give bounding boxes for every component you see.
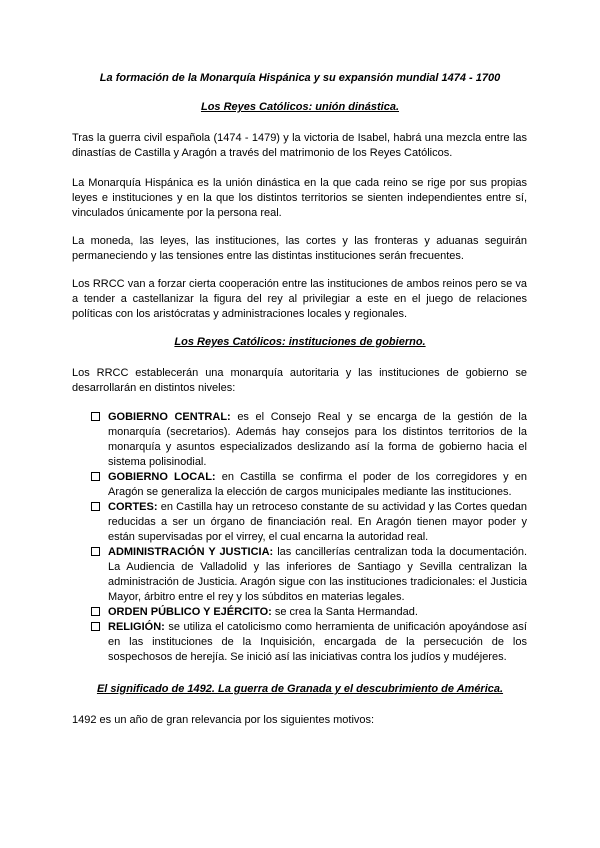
list-item-term: ORDEN PÚBLICO Y EJÉRCITO: xyxy=(108,606,272,618)
list-item-text: se crea la Santa Hermandad. xyxy=(271,606,418,618)
institutions-list xyxy=(90,410,527,665)
list-item-term: RELIGIÓN: xyxy=(108,621,165,633)
section-heading-instituciones: Los Reyes Católicos: instituciones de gobierno. xyxy=(174,336,426,348)
section-heading-1492: El significado de 1492. La guerra de Granada y el descubrimiento de América. xyxy=(96,683,504,695)
paragraph-3: La moneda, las leyes, las instituciones, las cortes y las fronteras y aduanas seguirán permaneciendo y las tensiones entre las distintas instituciones serán frecuentes. xyxy=(72,235,527,262)
checkbox-bullet-icon xyxy=(91,502,100,511)
list-item xyxy=(90,605,527,620)
list-item-term: ADMINISTRACIÓN Y JUSTICIA: xyxy=(108,546,274,558)
list-item xyxy=(90,620,527,665)
checkbox-bullet-icon xyxy=(91,472,100,481)
list-item-text: en Castilla se confirma el poder de los corregidores y en Aragón se generaliza la elección de cargos municipales mediante las instituciones. xyxy=(108,471,527,498)
list-item xyxy=(90,410,527,470)
paragraph-1: Tras la guerra civil española (1474 - 1479) y la victoria de Isabel, habrá una mezcla entre las dinastías de Castilla y Aragón a través del matrimonio de los Reyes Católicos. xyxy=(72,132,527,159)
paragraph-1492-intro: 1492 es un año de gran relevancia por los siguientes motivos: xyxy=(72,714,375,726)
checkbox-bullet-icon xyxy=(91,622,100,631)
list-item-term: GOBIERNO CENTRAL: xyxy=(108,411,231,423)
checkbox-bullet-icon xyxy=(91,607,100,616)
list-item xyxy=(90,500,527,545)
checkbox-bullet-icon xyxy=(91,547,100,556)
list-item xyxy=(90,470,527,500)
list-item-text: es el Consejo Real y se encarga de la gestión de la monarquía (secretarios). Además hay consejos para los distintos territorios de la monarquía y asuntos especializados deslizando así la forma de gobierno hacia el sistema polisinodial. xyxy=(108,411,527,468)
paragraph-4: Los RRCC van a forzar cierta cooperación entre las instituciones de ambos reinos pero se va a tender a castellanizar la figura del rey al privilegiar a este en el juego de relaciones políticas con los aristócratas y administraciones locales y regionales. xyxy=(72,278,527,320)
list-item xyxy=(90,545,527,605)
paragraph-instituciones-intro: Los RRCC establecerán una monarquía autoritaria y las instituciones de gobierno se desarrollarán en distintos niveles: xyxy=(72,367,527,394)
paragraph-2: La Monarquía Hispánica es la unión dinástica en la que cada reino se rige por sus propias leyes e instituciones y en la que los distintos territorios se sienten independientes entre sí, vinculados únicamente por la persona real. xyxy=(72,177,527,219)
list-item-term: CORTES: xyxy=(108,501,158,513)
document-title: La formación de la Monarquía Hispánica y su expansión mundial 1474 - 1700 xyxy=(99,72,501,84)
checkbox-bullet-icon xyxy=(91,412,100,421)
list-item-text: en Castilla hay un retroceso constante de su actividad y las Cortes quedan reducidas a ser un órgano de financiación real. En Aragón tienen mayor poder y están supervisadas por el virrey, el cual encarna la autoridad real. xyxy=(108,501,527,543)
list-item-text: se utiliza el catolicismo como herramienta de unificación apoyándose así en las instituciones de la Inquisición, encargada de la persecución de los sospechosos de herejía. Se inició así las iniciativas contra los judíos y mudéjeres. xyxy=(108,621,527,663)
section-heading-union-dinastica: Los Reyes Católicos: unión dinástica. xyxy=(200,101,400,113)
list-item-text: las cancillerías centralizan toda la documentación. La Audiencia de Valladolid y las inferiores de Santiago y Sevilla centralizan la administración de Justicia. Aragón sigue con las instituciones tradicionales: el Justicia Mayor, árbitro entre el rey y los súbditos en materias legales. xyxy=(108,546,528,603)
list-item-term: GOBIERNO LOCAL: xyxy=(108,471,216,483)
